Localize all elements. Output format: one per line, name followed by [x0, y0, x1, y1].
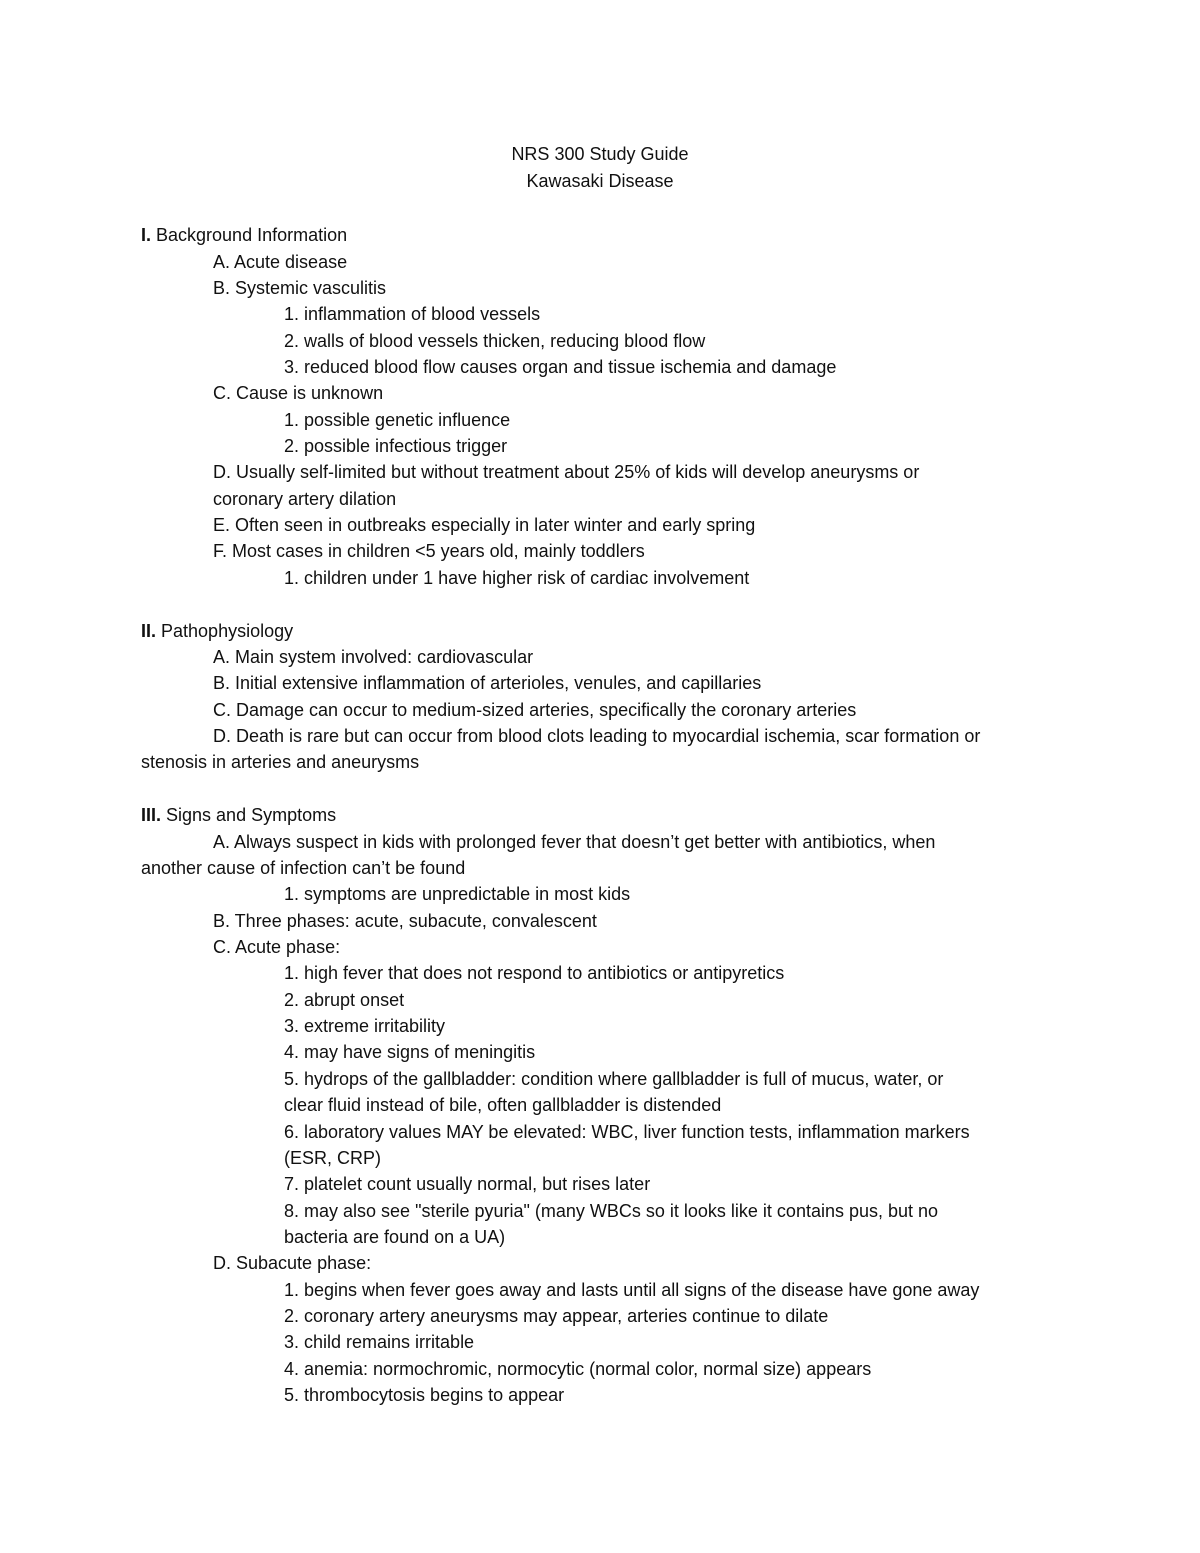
section-heading-pathophysiology [141, 619, 293, 643]
outline-subitem: 3. extreme irritability [284, 1016, 446, 1036]
section-heading-text: Background Information [151, 225, 348, 245]
outline-subitem: 8. may also see "sterile pyuria" (many WBCs so it looks like it contains pus, but no [284, 1201, 939, 1221]
outline-subitem: 1. high fever that does not respond to antibiotics or antipyretics [284, 963, 785, 983]
outline-item: D. Death is rare but can occur from blood clots leading to myocardial ischemia, scar formation or [213, 726, 981, 746]
document-title: NRS 300 Study Guide [511, 144, 689, 164]
outline-item-continuation: stenosis in arteries and aneurysms [141, 752, 420, 772]
outline-item: C. Damage can occur to medium-sized arteries, specifically the coronary arteries [213, 700, 857, 720]
outline-subitem: 1. possible genetic influence [284, 410, 511, 430]
outline-subitem-continuation: clear fluid instead of bile, often gallbladder is distended [284, 1095, 722, 1115]
outline-subitem: 2. coronary artery aneurysms may appear, arteries continue to dilate [284, 1306, 829, 1326]
section-number: III. [141, 805, 162, 825]
outline-item: D. Subacute phase: [213, 1253, 372, 1273]
outline-subitem-continuation: (ESR, CRP) [284, 1148, 382, 1168]
outline-subitem: 2. possible infectious trigger [284, 436, 508, 456]
outline-subitem: 1. children under 1 have higher risk of cardiac involvement [284, 568, 750, 588]
outline-item: A. Main system involved: cardiovascular [213, 647, 534, 667]
outline-subitem: 2. abrupt onset [284, 990, 405, 1010]
outline-item: A. Acute disease [213, 252, 348, 272]
outline-subitem-continuation: bacteria are found on a UA) [284, 1227, 506, 1247]
section-heading-text: Signs and Symptoms [161, 805, 337, 825]
section-number: I. [141, 225, 152, 245]
outline-item: E. Often seen in outbreaks especially in later winter and early spring [213, 515, 756, 535]
outline-subitem: 4. may have signs of meningitis [284, 1042, 536, 1062]
outline-subitem: 5. hydrops of the gallbladder: condition where gallbladder is full of mucus, water, or [284, 1069, 944, 1089]
document-subtitle: Kawasaki Disease [526, 171, 674, 191]
outline-item: C. Cause is unknown [213, 383, 384, 403]
outline-subitem: 2. walls of blood vessels thicken, reducing blood flow [284, 331, 706, 351]
outline-subitem: 3. child remains irritable [284, 1332, 475, 1352]
outline-subitem: 1. inflammation of blood vessels [284, 304, 541, 324]
section-heading-signs-symptoms [141, 803, 336, 827]
outline-item: B. Systemic vasculitis [213, 278, 387, 298]
outline-item: C. Acute phase: [213, 937, 341, 957]
outline-subitem: 1. begins when fever goes away and lasts until all signs of the disease have gone away [284, 1280, 980, 1300]
outline-item: B. Three phases: acute, subacute, convalescent [213, 911, 597, 931]
outline-subitem: 4. anemia: normochromic, normocytic (normal color, normal size) appears [284, 1359, 872, 1379]
outline-item-continuation: coronary artery dilation [213, 489, 397, 509]
section-number: II. [141, 621, 157, 641]
outline-subitem: 3. reduced blood flow causes organ and tissue ischemia and damage [284, 357, 837, 377]
outline-item: F. Most cases in children <5 years old, mainly toddlers [213, 541, 645, 561]
outline-subitem: 5. thrombocytosis begins to appear [284, 1385, 565, 1405]
outline-subitem: 1. symptoms are unpredictable in most kids [284, 884, 631, 904]
section-heading-background [141, 223, 347, 247]
outline-item: D. Usually self-limited but without treatment about 25% of kids will develop aneurysms or [213, 462, 920, 482]
outline-subitem: 7. platelet count usually normal, but rises later [284, 1174, 651, 1194]
outline-subitem: 6. laboratory values MAY be elevated: WBC, liver function tests, inflammation markers [284, 1122, 970, 1142]
outline-item-continuation: another cause of infection can’t be found [141, 858, 466, 878]
section-heading-text: Pathophysiology [156, 621, 294, 641]
outline-item: A. Always suspect in kids with prolonged fever that doesn’t get better with antibiotics, when [213, 832, 936, 852]
outline-item: B. Initial extensive inflammation of arterioles, venules, and capillaries [213, 673, 762, 693]
